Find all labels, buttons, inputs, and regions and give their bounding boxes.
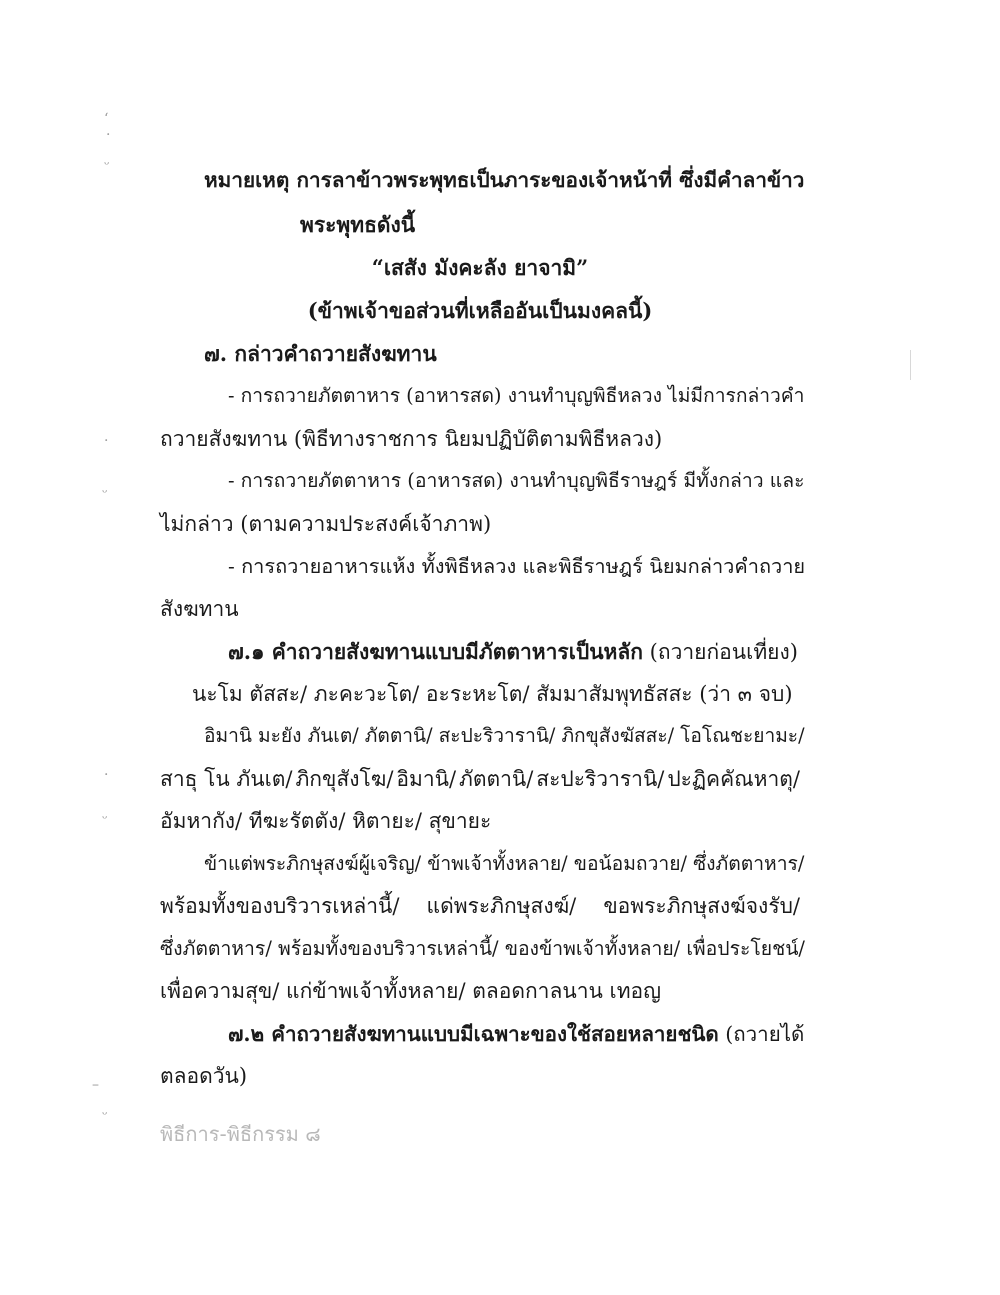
pali-word: ปะฏิคคัณหาตุ/: [667, 767, 800, 791]
section-7-bullet-1-line-2: ถวายสังฆทาน (พิธีทางราชการ นิยมปฏิบัติตามพิธีหลวง): [160, 427, 663, 451]
pali-word: สะปะริวารานิ/: [536, 767, 665, 791]
section-7-heading: ๗. กล่าวคำถวายสังฆทาน: [204, 341, 437, 366]
section-7-1-heading-note: (ถวายก่อนเที่ยง): [643, 640, 798, 664]
section-7-bullet-2-line-1: - การถวายภัตตาหาร (อาหารสด) งานทำบุญพิธีราษฎร์ มีทั้งกล่าว และ: [228, 469, 805, 492]
pali-word: ภิกขุสังโฆ/: [295, 767, 394, 791]
section-7-1-heading-bold: ๗.๑ คำถวายสังฆทานแบบมีภัตตาหารเป็นหลัก: [228, 639, 643, 664]
note-translation: (ข้าพเจ้าขอส่วนที่เหลืออันเป็นมงคลนี้): [307, 298, 653, 323]
section-7-bullet-1-line-1: - การถวายภัตตาหาร (อาหารสด) งานทำบุญพิธีหลวง ไม่มีการกล่าวคำ: [228, 384, 805, 407]
pali-line-2: [160, 764, 800, 794]
section-7-2-heading: [228, 1019, 804, 1049]
thai-line-1: ข้าแต่พระภิกษุสงฆ์ผู้เจริญ/ ข้าพเจ้าทั้งหลาย/ ขอน้อมถวาย/ ซึ่งภัตตาหาร/: [204, 852, 805, 875]
scan-speck: ʻ: [104, 111, 109, 127]
pali-word: สาธุ โน ภันเต/: [160, 767, 293, 791]
scan-speck: ·: [104, 767, 109, 783]
scan-line: [910, 350, 911, 380]
namo-line: นะโม ตัสสะ/ ภะคะวะโต/ อะระหะโต/ สัมมาสัมพุทธัสสะ (ว่า ๓ จบ): [192, 682, 793, 706]
note-line-1: หมายเหตุ การลาข้าวพระพุทธเป็นภาระของเจ้าหน้าที่ ซึ่งมีคำลาข้าว: [204, 168, 805, 192]
scan-speck: ·: [104, 433, 109, 449]
thai-line-3: ซึ่งภัตตาหาร/ พร้อมทั้งของบริวารเหล่านี้/ ของข้าพเจ้าทั้งหลาย/ เพื่อประโยชน์/: [160, 937, 805, 960]
pali-line-3: อัมหากัง/ ทีฆะรัตตัง/ หิตายะ/ สุขายะ: [160, 809, 492, 833]
thai-line-2: [160, 891, 800, 921]
thai-phrase: ขอพระภิกษุสงฆ์จงรับ/: [603, 894, 800, 918]
note-quote: “เสสัง มังคะลัง ยาจามิ”: [371, 255, 589, 280]
scan-speck: –: [92, 1077, 99, 1093]
section-7-bullet-3-line-2: สังฆทาน: [160, 597, 239, 621]
scan-speck: ᵕ: [102, 811, 108, 827]
section-7-2-heading-bold: ๗.๒ คำถวายสังฆทานแบบมีเฉพาะของใช้สอยหลายชนิด: [228, 1022, 719, 1046]
page-footer: พิธีการ-พิธีกรรม ๘: [160, 1122, 321, 1146]
thai-phrase: แด่พระภิกษุสงฆ์/: [426, 894, 577, 918]
scan-speck: ᵕ: [104, 157, 110, 173]
section-7-2-line-2: ตลอดวัน): [160, 1064, 248, 1088]
thai-line-4: เพื่อความสุข/ แก่ข้าพเจ้าทั้งหลาย/ ตลอดกาลนาน เทอญ: [160, 979, 662, 1003]
note-line-2: พระพุทธดังนี้: [300, 212, 416, 237]
section-7-bullet-3-line-1: - การถวายอาหารแห้ง ทั้งพิธีหลวง และพิธีราษฎร์ นิยมกล่าวคำถวาย: [228, 554, 806, 578]
pali-word: ภัตตานิ/: [459, 767, 534, 791]
scan-speck: ᵕ: [102, 485, 108, 501]
pali-word: อิมานิ/: [396, 767, 457, 791]
scan-speck: ᵕ: [102, 1107, 108, 1123]
pali-line-1: อิมานิ มะยัง ภันเต/ ภัตตานิ/ สะปะริวารานิ/ ภิกขุสังฆัสสะ/ โอโณชะยามะ/: [204, 724, 805, 747]
section-7-bullet-2-line-2: ไม่กล่าว (ตามความประสงค์เจ้าภาพ): [160, 512, 492, 536]
section-7-1-heading: [228, 637, 798, 667]
scan-speck: ·: [106, 127, 111, 143]
thai-phrase: พร้อมทั้งของบริวารเหล่านี้/: [160, 894, 400, 918]
section-7-2-heading-note: (ถวายได้: [718, 1022, 805, 1046]
